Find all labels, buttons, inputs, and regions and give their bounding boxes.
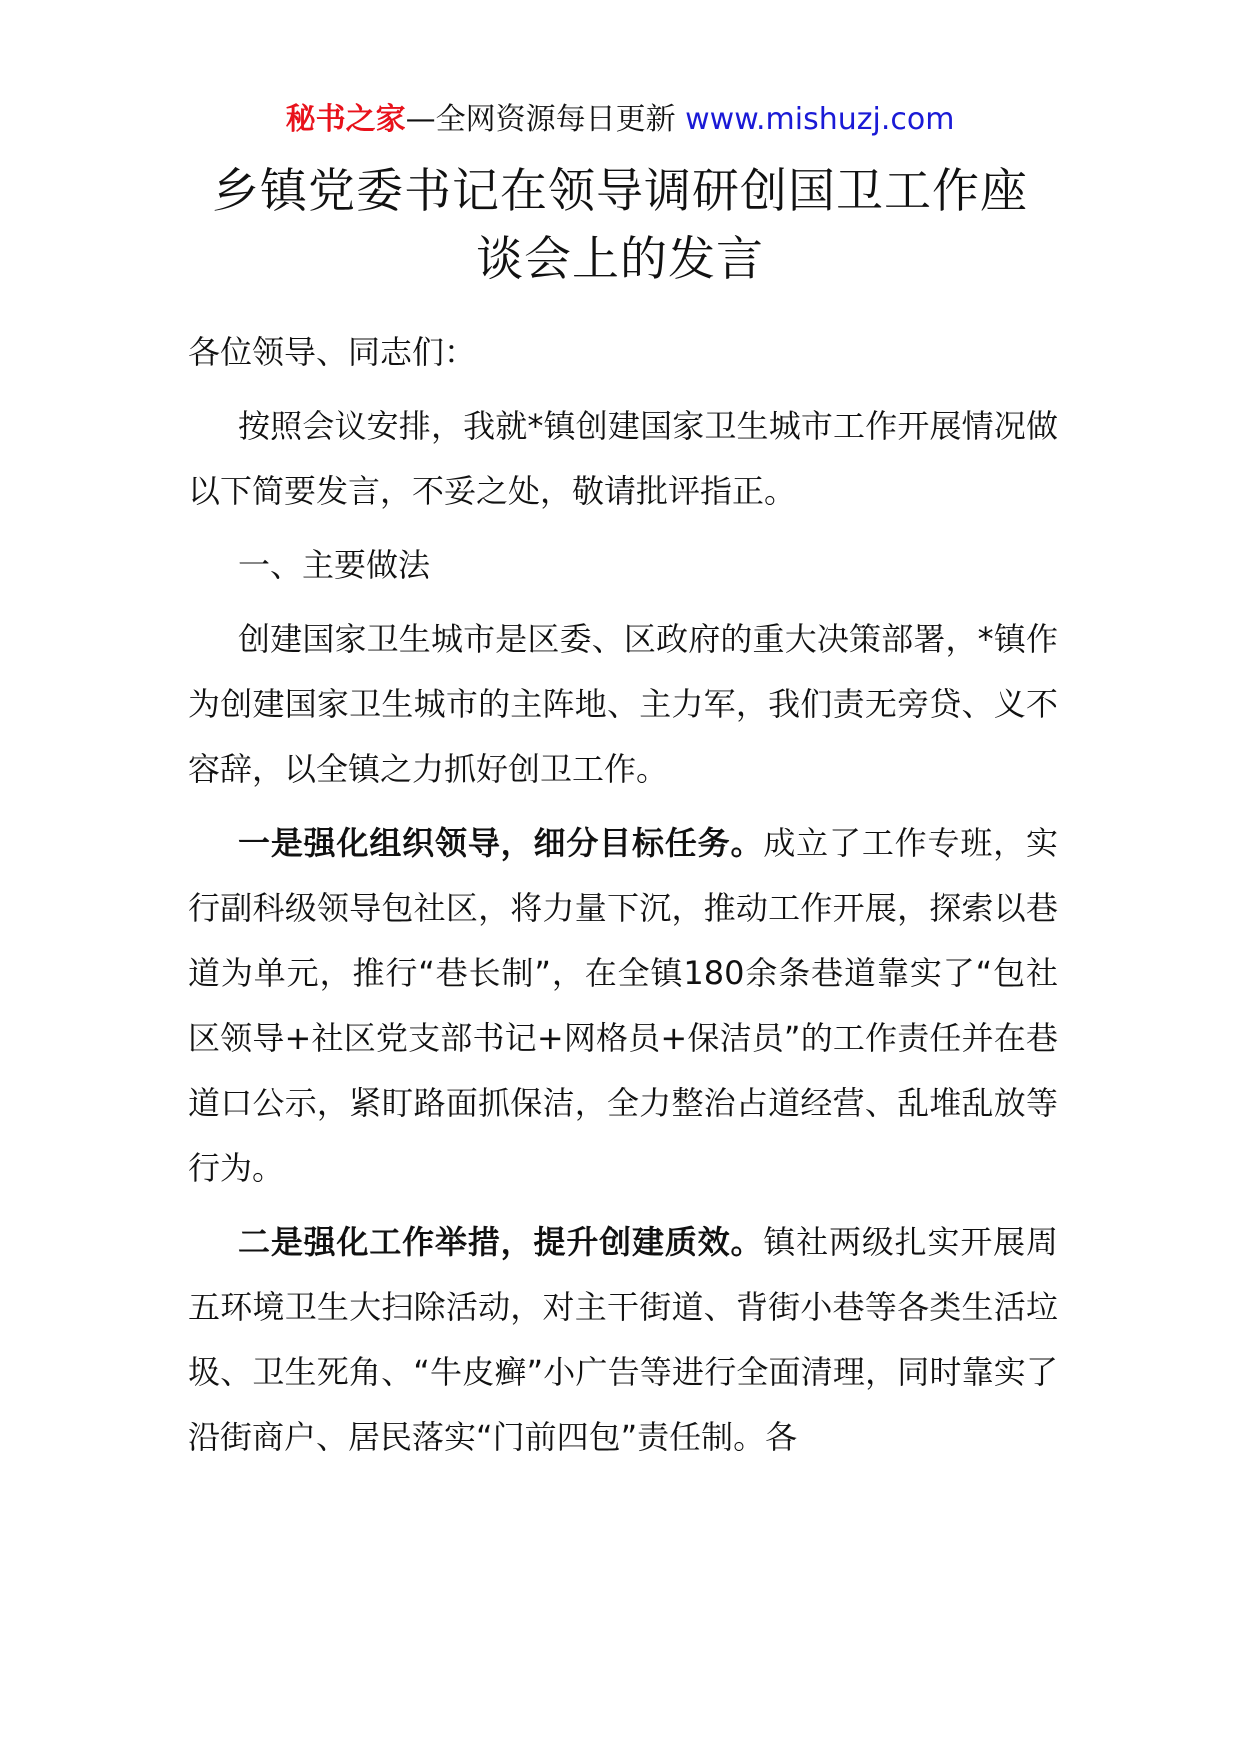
brand-name: 秘书之家: [285, 102, 406, 137]
document-body: [188, 320, 1058, 1479]
section-intro-paragraph: 创建国家卫生城市是区委、区政府的重大决策部署，*镇作为创建国家卫生城市的主阵地、主力军，我们责无旁贷、义不容辞，以全镇之力抓好创卫工作。: [188, 620, 1058, 788]
point-one-paragraph: [188, 811, 1058, 1201]
site-url-link[interactable]: www.mishuzj.com: [685, 102, 955, 137]
point-one-body: 成立了工作专班，实行副科级领导包社区，将力量下沉，推动工作开展，探索以巷道为单元，推行“巷长制”，在全镇180余条巷道靠实了“包社区领导+社区党支部书记+网格员+保洁员”的工作责任并在巷道口公示，紧盯路面抓保洁，全力整治占道经营、乱堆乱放等行为。: [188, 824, 1058, 1187]
section-heading: 一、主要做法: [238, 546, 431, 584]
intro-paragraph: 按照会议安排，我就*镇创建国家卫生城市工作开展情况做以下简要发言，不妥之处，敬请批评指正。: [188, 407, 1058, 510]
document-title: 乡镇党委书记在领导调研创国卫工作座谈会上的发言: [212, 164, 1028, 287]
site-header: [0, 100, 1240, 140]
point-one-lead: 一是强化组织领导，细分目标任务。: [238, 824, 764, 862]
site-slogan: —全网资源每日更新: [405, 102, 676, 137]
point-two-lead: 二是强化工作举措，提升创建质效。: [238, 1223, 764, 1261]
salutation: 各位领导、同志们：: [188, 333, 477, 371]
point-two-paragraph: [188, 1210, 1058, 1470]
point-two-body: 镇社两级扎实开展周五环境卫生大扫除活动，对主干街道、背街小巷等各类生活垃圾、卫生死角、“牛皮癣”小广告等进行全面清理，同时靠实了沿街商户、居民落实“门前四包”责任制。各: [188, 1223, 1058, 1456]
